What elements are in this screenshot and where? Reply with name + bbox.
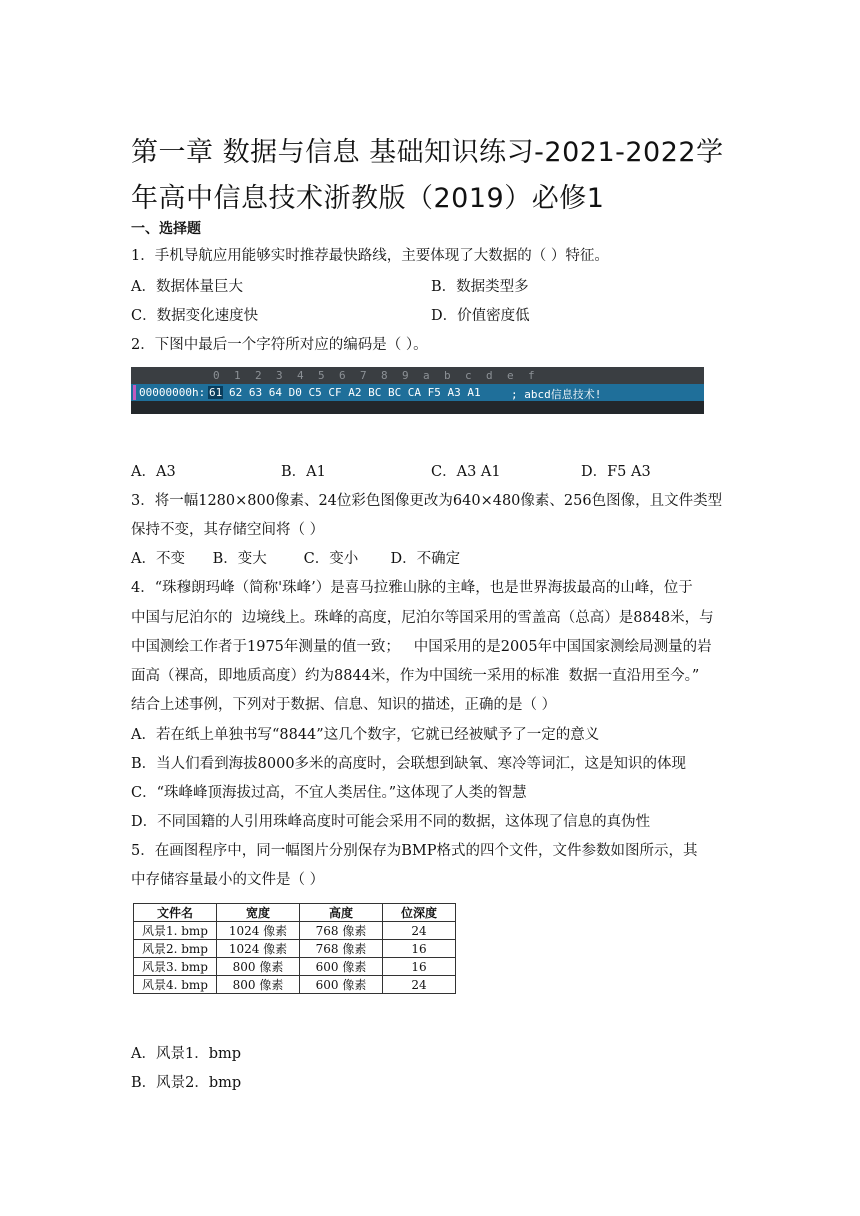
question-1-stem: 1．手机导航应用能够实时推荐最快路线，主要体现了大数据的（ ）特征。 — [131, 248, 609, 264]
table-cell: 风景3. bmp — [134, 958, 217, 976]
hex-col: 2 — [255, 369, 262, 382]
table-row — [134, 958, 456, 976]
question-4-option-a: A．若在纸上单独书写“8844”这几个数字，它就已经被赋予了一定的意义 — [131, 727, 600, 743]
table-cell: 24 — [383, 976, 456, 994]
hex-col: 1 — [234, 369, 241, 382]
table-cell: 风景2. bmp — [134, 940, 217, 958]
hex-col: 8 — [381, 369, 388, 382]
table-cell: 800 像素 — [217, 958, 300, 976]
table-cell: 600 像素 — [300, 958, 383, 976]
question-1-option-c: C．数据变化速度快 — [131, 308, 259, 324]
table-header: 宽度 — [217, 904, 300, 922]
question-2-option-b: B．A1 — [281, 464, 326, 480]
question-2-option-d: D．F5 A3 — [581, 464, 651, 480]
question-3-options: A．不变 B．变大 C．变小 D．不确定 — [131, 551, 461, 567]
hex-col: 9 — [402, 369, 409, 382]
question-4-line: 中国测绘工作者于1975年测量的值一致； 中国采用的是2005年中国国家测绘局测量的岩 — [131, 639, 712, 655]
hex-col: 6 — [339, 369, 346, 382]
table-cell: 800 像素 — [217, 976, 300, 994]
table-row — [134, 940, 456, 958]
hex-row-marker — [133, 385, 136, 400]
question-5-stem-line-2: 中存储容量最小的文件是（ ） — [131, 872, 325, 888]
table-header: 文件名 — [134, 904, 217, 922]
hex-address: 00000000h: — [139, 386, 206, 399]
table-header: 高度 — [300, 904, 383, 922]
hex-col: f — [528, 369, 535, 382]
question-2-option-c: C．A3 A1 — [431, 464, 501, 480]
table-cell: 1024 像素 — [217, 922, 300, 940]
question-3-stem-line-1: 3．将一幅1280×800像素、24位彩色图像更改为640×480像素、256色图像，且文件类型 — [131, 493, 723, 509]
question-1-option-a: A．数据体量巨大 — [131, 279, 243, 295]
question-1-option-d: D．价值密度低 — [431, 308, 530, 324]
hex-col: 0 — [213, 369, 220, 382]
question-4-option-d: D．不同国籍的人引用珠峰高度时可能会采用不同的数据，这体现了信息的真伪性 — [131, 814, 651, 830]
table-cell: 768 像素 — [300, 940, 383, 958]
question-4-line: 结合上述事例，下列对于数据、信息、知识的描述，正确的是（ ） — [131, 697, 557, 713]
table-header-row — [134, 904, 456, 922]
question-5-stem-line-1: 5．在画图程序中，同一幅图片分别保存为BMP格式的四个文件，文件参数如图所示，其 — [131, 843, 698, 859]
question-2-stem: 2．下图中最后一个字符所对应的编码是（ ）。 — [131, 337, 428, 353]
section-heading: 一、选择题 — [131, 221, 201, 237]
question-5-option-a: A．风景1．bmp — [131, 1046, 242, 1062]
hex-text: ; abcd信息技术! — [511, 388, 602, 401]
table-cell: 768 像素 — [300, 922, 383, 940]
table-cell: 风景1. bmp — [134, 922, 217, 940]
hex-data-row — [131, 384, 704, 401]
table-cell: 600 像素 — [300, 976, 383, 994]
table-header: 位深度 — [383, 904, 456, 922]
question-4-line: 面高（裸高，即地质高度）约为8844米，作为中国统一采用的标准 数据一直沿用至今。” — [131, 668, 700, 684]
table-cell: 1024 像素 — [217, 940, 300, 958]
hex-col: a — [423, 369, 430, 382]
hex-bytes: 62 63 64 D0 C5 CF A2 BC BC CA F5 A3 A1 — [229, 386, 481, 399]
hex-column-header — [131, 367, 704, 384]
file-parameter-table — [133, 903, 456, 994]
hex-col: e — [507, 369, 514, 382]
hex-col: d — [486, 369, 493, 382]
table-cell: 16 — [383, 958, 456, 976]
hex-col: 5 — [318, 369, 325, 382]
question-5-option-b: B．风景2．bmp — [131, 1075, 242, 1091]
hex-col: 3 — [276, 369, 283, 382]
table-cell: 24 — [383, 922, 456, 940]
question-3-stem-line-2: 保持不变，其存储空间将（ ） — [131, 522, 325, 538]
hex-selected-byte: 61 — [209, 386, 223, 399]
question-4-line: 4．“珠穆朗玛峰（简称'珠峰’）是喜马拉雅山脉的主峰，也是世界海拔最高的山峰，位于 — [131, 580, 693, 596]
document-title: 第一章 数据与信息 基础知识练习-2021-2022学年高中信息技术浙教版（2019）必修1 — [131, 137, 724, 214]
table-row — [134, 976, 456, 994]
table-cell: 16 — [383, 940, 456, 958]
table-cell: 风景4. bmp — [134, 976, 217, 994]
hex-col: 4 — [297, 369, 304, 382]
question-1-option-b: B．数据类型多 — [431, 279, 529, 295]
table-row — [134, 922, 456, 940]
hex-bottom-bar — [131, 401, 704, 414]
question-4-line: 中国与尼泊尔的 边境线上。珠峰的高度，尼泊尔等国采用的雪盖高（总高）是8848米，与 — [131, 610, 714, 626]
hex-col: 7 — [360, 369, 367, 382]
question-2-option-a: A．A3 — [131, 464, 176, 480]
question-4-option-c: C．“珠峰峰顶海拔过高，不宜人类居住。”这体现了人类的智慧 — [131, 785, 527, 801]
hex-col: b — [444, 369, 451, 382]
hex-editor-screenshot — [131, 367, 704, 414]
question-4-option-b: B．当人们看到海拔8000多米的高度时，会联想到缺氧、寒冷等词汇，这是知识的体现 — [131, 756, 687, 772]
hex-col: c — [465, 369, 472, 382]
